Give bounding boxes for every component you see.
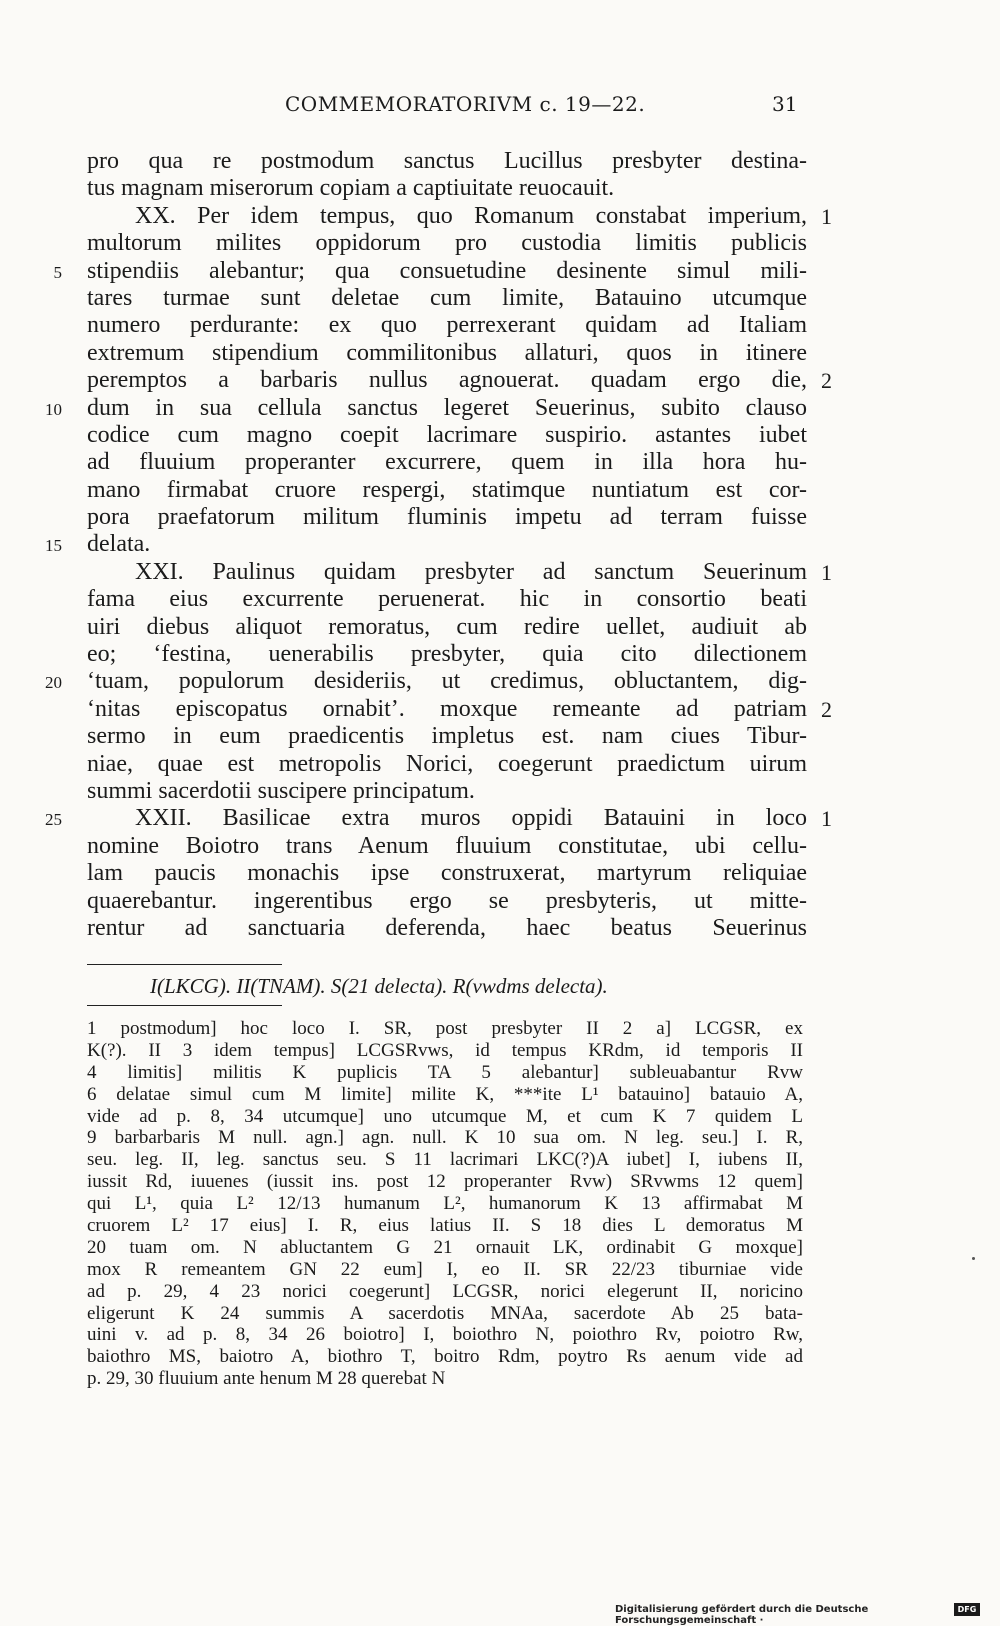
line-text: XXII. Basilicae extra muros oppidi Batauini in loco (135, 805, 807, 832)
digitization-credit: Digitalisierung gefördert durch die Deutsche Forschungsgemeinschaft · (615, 1604, 869, 1626)
line-text: fama eius excurrente peruenerat. hic in consortio beati (87, 586, 807, 613)
text-line (87, 888, 807, 915)
line-text: quaerebantur. ingerentibus ergo se presbyteris, ut mitte- (87, 887, 807, 914)
apparatus-line: mox R remeantem GN 22 eum] I, eo II. SR 22/23 tiburniae vide (87, 1258, 803, 1280)
line-text: multorum milites oppidorum pro custodia limitis publicis (87, 230, 807, 257)
text-line (87, 230, 807, 257)
text-line (87, 641, 807, 668)
text-line (87, 148, 807, 175)
line-text: pro qua re postmodum sanctus Lucillus presbyter destina- (87, 148, 807, 174)
text-line (45, 668, 807, 695)
line-text: mano firmabat cruore respergi, statimque nuntiatum est cor- (87, 476, 807, 503)
text-line (45, 531, 807, 558)
text-line (87, 860, 807, 887)
apparatus-line: baiothro MS, baiotro A, biothro T, boitro Rdm, poytro Rs aenum vide ad (87, 1346, 803, 1368)
line-text: niae, quae est metropolis Norici, coegerunt praedictum uirum (87, 750, 807, 777)
line-text: delata. (87, 531, 151, 558)
text-line (87, 202, 832, 230)
line-text: tares turmae sunt deletae cum limite, Batauino utcumque (87, 284, 807, 311)
line-number: 10 (45, 399, 62, 419)
line-text: codice cum magno coepit lacrimare suspirio. astantes iubet (87, 421, 807, 448)
text-line (87, 367, 832, 394)
text-line (87, 340, 807, 367)
text-line (87, 751, 807, 778)
dfg-logo: DFG (954, 1603, 980, 1616)
divider-rule (87, 1005, 282, 1006)
text-line (87, 285, 807, 312)
apparatus-line: vide ad p. 8, 34 utcumque] uno utcumque M, et cum K 7 quidem L (87, 1105, 803, 1127)
text-line (87, 586, 807, 613)
apparatus-line: 9 barbarbaris M null. agn.] agn. null. K 10 sua om. N leg. seu.] I. R, (87, 1127, 803, 1149)
line-text: ‘tuam, populorum desideriis, ut credimus, obluctantem, dig- (87, 668, 807, 695)
text-line (87, 695, 832, 723)
text-line (87, 312, 807, 339)
scan-speck (972, 1257, 975, 1260)
apparatus-line: 4 limitis] militis K puplicis TA 5 alebantur] subleuabantur Rvw (87, 1061, 803, 1083)
apparatus-line: K(?). II 3 idem tempus] LCGSRvws, id tempus KRdm, id temporis II (87, 1039, 803, 1061)
apparatus-line: 1 postmodum] hoc loco I. SR, post presbyter II 2 a] LCGSR, ex (87, 1018, 803, 1039)
line-text: uiri diebus aliquot remoratus, cum redire uellet, audiuit ab (87, 613, 807, 640)
line-text: nomine Boiotro trans Aenum fluuium constitutae, ubi cellu- (87, 832, 807, 859)
apparatus-line: qui L¹, quia L² 12/13 humanum L², humanorum K 13 affirmabat M (87, 1193, 803, 1215)
manuscript-sigla: I(LKCG). II(TNAM). S(21 delecta). R(vwdms delecta). (150, 974, 608, 998)
text-line (87, 504, 807, 531)
text-line (87, 915, 807, 942)
text-line (87, 477, 807, 504)
apparatus-line: iussit Rd, iuuenes (iussit ins. post 12 properanter Rvw) SRvwms 12 quem] (87, 1171, 803, 1193)
line-text: rentur ad sanctuaria deferenda, haec beatus Seuerinus (87, 914, 807, 941)
line-number: 25 (45, 810, 62, 830)
line-text: eo; ‘festina, uenerabilis presbyter, quia cito dilectionem (87, 641, 807, 668)
section-number: 1 (821, 806, 832, 832)
line-number: 20 (45, 673, 62, 693)
divider-rule (87, 964, 282, 965)
line-text: dum in sua cellula sanctus legeret Seuerinus, subito clauso (87, 394, 807, 421)
line-text: pora praefatorum militum fluminis impetu ad terram fuisse (87, 504, 807, 531)
line-text: stipendiis alebantur; qua consuetudine desinente simul mili- (87, 257, 807, 284)
line-text: XX. Per idem tempus, quo Romanum constabat imperium, (135, 202, 807, 229)
text-line (87, 614, 807, 641)
text-line (87, 723, 807, 750)
running-header (0, 92, 1000, 122)
apparatus-line: 6 delatae simul cum M limite] milite K, ***ite L¹ batauino] batauio A, (87, 1083, 803, 1105)
section-number: 1 (821, 203, 832, 229)
critical-apparatus (87, 1018, 803, 1390)
line-text: lam paucis monachis ipse construxerat, martyrum reliquiae (87, 860, 807, 887)
line-text: ‘nitas episcopatus ornabit’. moxque remeante ad patriam (87, 695, 807, 722)
apparatus-line: p. 29, 30 fluuium ante henum M 28 querebat N (87, 1368, 446, 1390)
line-text: ad fluuium properanter excurrere, quem in illa hora hu- (87, 449, 807, 476)
main-text (45, 148, 832, 942)
apparatus-line: 20 tuam om. N abluctantem G 21 ornauit LK, ordinabit G moxque] (87, 1236, 803, 1258)
apparatus-line: eligerunt K 24 summis A sacerdotis MNAa, sacerdote Ab 25 bata- (87, 1302, 803, 1324)
page-number: 31 (772, 92, 798, 116)
line-text: summi sacerdotii suscipere principatum. (87, 777, 475, 804)
section-number: 1 (821, 559, 832, 585)
text-line (87, 833, 807, 860)
line-text: tus magnam miserorum copiam a captiuitate reuocauit. (87, 175, 615, 202)
apparatus-line: uini v. ad p. 8, 34 26 boiotro] I, boiothro N, poiothro Rv, poiotro Rw, (87, 1324, 803, 1346)
section-number: 2 (821, 696, 832, 722)
running-title: COMMEMORATORIVM c. 19—22. (285, 92, 646, 116)
section-number: 2 (821, 368, 832, 394)
text-line (87, 558, 832, 586)
line-text: numero perdurante: ex quo perrexerant quidam ad Italiam (87, 312, 807, 339)
text-line (87, 449, 807, 476)
line-text: peremptos a barbaris nullus agnouerat. quadam ergo die, (87, 367, 807, 394)
line-text: extremum stipendium commilitonibus allaturi, quos in itinere (87, 339, 807, 366)
text-line (87, 778, 807, 805)
apparatus-line: seu. leg. II, leg. sanctus seu. S 11 lacrimari LKC(?)A iubet] I, iubens II, (87, 1149, 803, 1171)
text-line (53, 257, 807, 285)
line-text: XXI. Paulinus quidam presbyter ad sanctum Seuerinum (135, 558, 807, 585)
apparatus-line: cruorem L² 17 eius] I. R, eius latius II. S 18 dies L demoratus M (87, 1215, 803, 1237)
text-line (87, 175, 807, 202)
line-text: sermo in eum praedicentis impletus est. nam ciues Tibur- (87, 723, 807, 750)
line-number: 15 (45, 536, 62, 556)
apparatus-line: ad p. 29, 4 23 norici coegerunt] LCGSR, norici elegerunt II, noricino (87, 1280, 803, 1302)
line-number: 5 (53, 262, 62, 282)
text-line (45, 394, 807, 422)
text-line (45, 805, 832, 832)
text-line (87, 422, 807, 449)
